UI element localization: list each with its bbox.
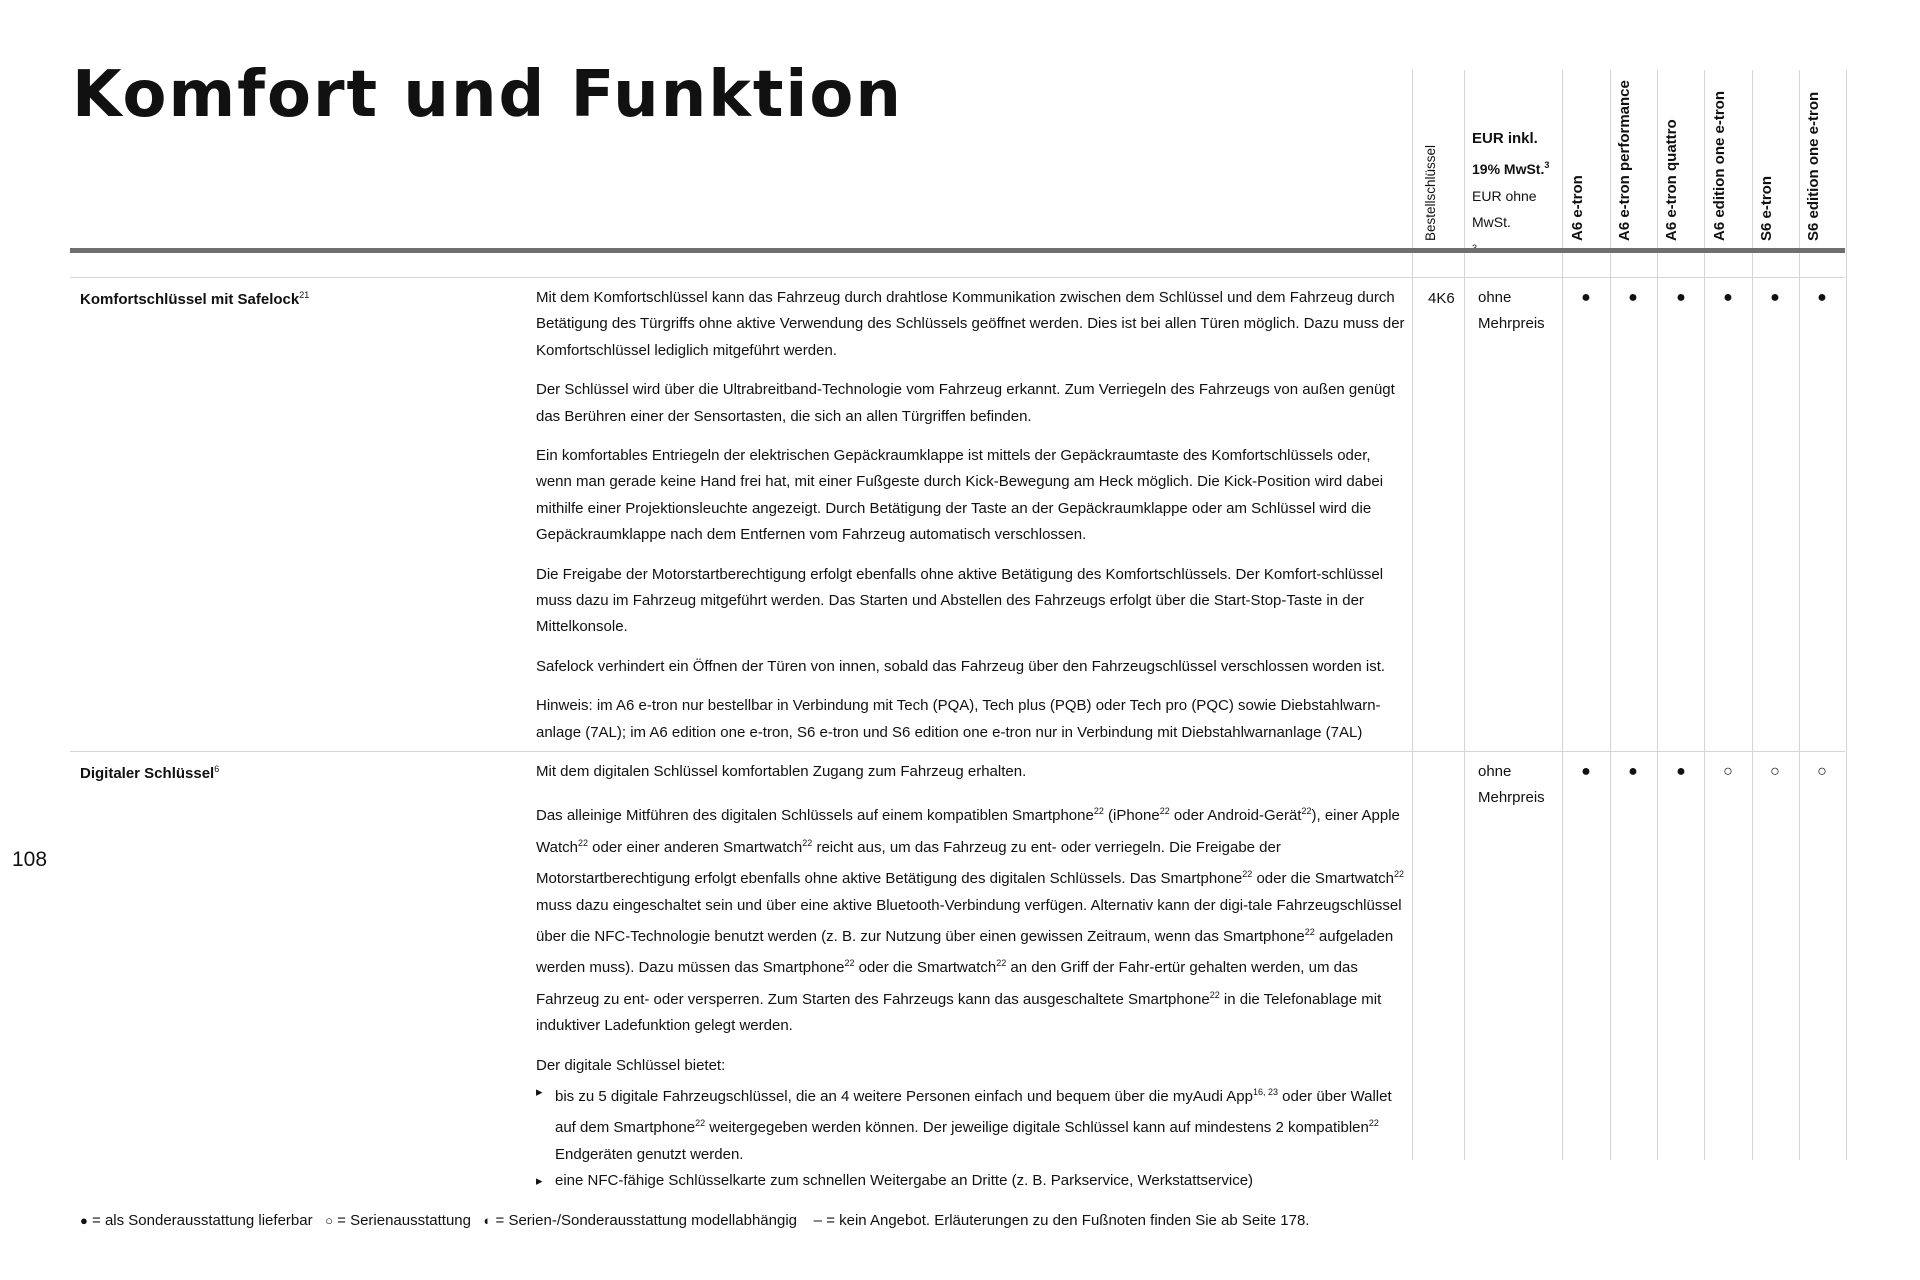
price-excl-vat: MwSt. [1472, 214, 1511, 230]
description-paragraph: Die Freigabe der Motorstartberechtigung erfolgt ebenfalls ohne aktive Betätigung des Komfortschlüssels. Der Komfort-schlüssel muss dazu im Fahrzeug mitgeführt werden. Das Starten und Abstellen des Fahrzeugs erfolgt über die Start-Stop-Taste in der Mittelkonsole. [536, 565, 1384, 636]
description-paragraph: Mit dem Komfortschlüssel kann das Fahrzeug durch drahtlose Kommunikation zwischen dem Schlüssel und dem Fahrzeug durch Betätigung des Türgriffs ohne aktive Verwendung des Schlüssels geöffnet werden. Dies ist bei allen Türen möglich. Dazu muss der Komfortschlüssel lediglich mitgeführt werden. [536, 289, 1405, 359]
page-title: Komfort und Funktion [72, 58, 903, 132]
column-divider [1752, 70, 1753, 1160]
model-label: S6 e-tron [1758, 175, 1775, 241]
header-order-code [1423, 61, 1447, 241]
legend-dash-symbol: – [813, 1212, 823, 1229]
header-model-5 [1758, 61, 1784, 241]
availability-marker: ● [1581, 289, 1591, 306]
model-label: A6 edition one e-tron [1711, 91, 1728, 241]
legend [80, 1212, 1309, 1229]
legend-filled-text: = als Sonderausstattung lieferbar [92, 1212, 313, 1229]
list-item: ▸ bis zu 5 digitale Fahrzeugschlüssel, die an 4 weitere Personen einfach und bequem über die myAudi App$^{16, 23}$ oder über Wallet auf dem Smartphone$^{22}$ weitergegeben werden können. Der jeweilige digitale Schlüssel kann auf mindestens 2 kompatiblen$^{22}$ Endgeräten genutzt werden. [536, 1079, 1408, 1168]
column-divider [1799, 70, 1800, 1160]
page-number: 108 [12, 848, 48, 871]
feature-name-komfortschluessel: Komfortschlüssel mit Safelock$^{21}$ [80, 290, 310, 308]
availability-marker: ● [1581, 763, 1591, 780]
header-rule [70, 248, 1845, 253]
description-paragraph: Ein komfortables Entriegeln der elektrischen Gepäckraumklappe ist mittels der Gepäckraumtaste des Komfortschlüssels oder, wenn man gerade keine Hand frei hat, mit einer Fußgeste durch Kick-Bewegung am Heck möglich. Die Kick-Position wird dabei mithilfe einer Projektionsleuchte angezeigt. Durch Betätigung der Taste an der Gepäckraumklappe oder am Schlüssel wird die Gepäckraumklappe nach dem Entfernen vom Fahrzeug automatisch verschlossen. [536, 447, 1384, 544]
header-model-4 [1711, 61, 1737, 241]
list-item: ▸ eine NFC-fähige Schlüsselkarte zum schnellen Weitergabe an Dritte (z. B. Parkservice, Werkstattservice) [536, 1168, 1408, 1194]
column-divider [1412, 70, 1413, 1160]
model-label: A6 e-tron performance [1616, 80, 1633, 241]
model-label: S6 edition one e-tron [1805, 91, 1822, 241]
legend-half-symbol: ◐ [483, 1213, 492, 1228]
price-incl-vat: 19% MwSt.$^3$ [1472, 160, 1550, 177]
model-label: A6 e-tron [1569, 175, 1586, 241]
header-model-3 [1663, 61, 1689, 241]
column-divider [1610, 70, 1611, 1160]
header-model-2 [1616, 61, 1642, 241]
description-paragraph: Hinweis: im A6 e-tron nur bestellbar in Verbindung mit Tech (PQA), Tech plus (PQB) oder Tech pro (PQC) sowie Diebstahlwarn-anlage (7AL); im A6 edition one e-tron, S6 e-tron und S6 edition one e-tron nur in Verbindung mit Diebstahlwarnanlage (7AL) [536, 697, 1381, 741]
header-model-1 [1569, 61, 1595, 241]
legend-open-text: = Serienausstattung [337, 1212, 471, 1229]
availability-marker: ● [1770, 289, 1780, 306]
header-model-6 [1805, 61, 1831, 241]
availability-marker: ● [1628, 763, 1638, 780]
availability-marker: ● [1676, 763, 1686, 780]
description-paragraph: Safelock verhindert ein Öffnen der Türen von innen, sobald das Fahrzeug über den Fahrzeugschlüssel verschlossen worden ist. [536, 657, 1386, 675]
column-divider [1657, 70, 1658, 1160]
feature-description-komfortschluessel [536, 285, 1408, 746]
row-separator [70, 751, 1845, 752]
description-paragraph: Der digitale Schlüssel bietet: [536, 1056, 726, 1074]
feature-description-digitaler-schluessel [536, 759, 1408, 1195]
column-divider [1464, 70, 1465, 1160]
availability-marker: ● [1676, 289, 1686, 306]
legend-filled-symbol: ● [80, 1213, 88, 1228]
legend-half-text: = Serien-/Sonderausstattung modellabhängig [495, 1212, 797, 1229]
description-paragraph: Mit dem digitalen Schlüssel komfortablen Zugang zum Fahrzeug erhalten. [536, 763, 1027, 780]
header-price [1472, 126, 1572, 265]
availability-marker: ● [1817, 289, 1827, 306]
legend-open-symbol: ○ [325, 1213, 333, 1228]
row-separator [70, 277, 1845, 278]
column-divider [1704, 70, 1705, 1160]
legend-dash-text: = kein Angebot. Erläuterungen zu den Fußnoten finden Sie ab Seite 178. [826, 1212, 1310, 1229]
availability-marker: ○ [1723, 763, 1733, 780]
price-incl-label: EUR inkl. [1472, 130, 1538, 147]
availability-marker: ○ [1817, 763, 1827, 780]
price-excl-label: EUR ohne [1472, 188, 1537, 204]
description-paragraph: Der Schlüssel wird über die Ultrabreitband-Technologie vom Fahrzeug erkannt. Zum Verriegeln des Fahrzeugs von außen genügt das Berühren einer der Sensortasten, die sich an allen Türgriffen befinden. [536, 381, 1395, 425]
order-code-header-label: Bestellschlüssel [1423, 144, 1438, 241]
feature-name-digitaler-schluessel: Digitaler Schlüssel$^6$ [80, 764, 220, 782]
description-paragraph: Das alleinige Mitführen des digitalen Schlüssels auf einem kompatiblen Smartphone$^{22}$ (iPhone$^{22}$ oder Android-Gerät$^{22}$), einer Apple Watch$^{22}$ oder einer anderen Smartwatch$^{22}$ reicht aus, um das Fahrzeug zu ent- oder verriegeln. Die Freigabe der Motorstartberechtigung erfolgt ebenfalls ohne aktive Betätigung des digitalen Schlüssels. Das Smartphone$^{22}$ oder die Smartwatch$^{22}$ muss dazu eingeschaltet sein und über eine aktive Bluetooth-Verbindung verfügen. Alternativ kann der digi-tale Fahrzeugschlüssel über die NFC-Technologie benutzt werden (z. B. zur Nutzung über einen gewissen Zeitraum, wenn das Smartphone$^{22}$ aufgeladen werden muss). Dazu müssen das Smartphone$^{22}$ oder die Smartwatch$^{22}$ an den Griff der Fahr-ertür gehalten werden, um das Fahrzeug zu ent- oder versperren. Zum Starten des Fahrzeugs kann das ausgeschaltete Smartphone$^{22}$ in die Telefonablage mit induktiver Ladefunktion gelegt werden. [536, 806, 1405, 1035]
availability-marker: ● [1723, 289, 1733, 306]
offers-list [536, 1079, 1408, 1195]
price: ohne Mehrpreis [1478, 289, 1545, 332]
availability-marker: ○ [1770, 763, 1780, 780]
order-code: 4K6 [1428, 290, 1455, 307]
availability-marker: ● [1628, 289, 1638, 306]
model-label: A6 e-tron quattro [1663, 119, 1680, 241]
price: ohne Mehrpreis [1478, 763, 1545, 806]
column-divider [1846, 70, 1847, 1160]
